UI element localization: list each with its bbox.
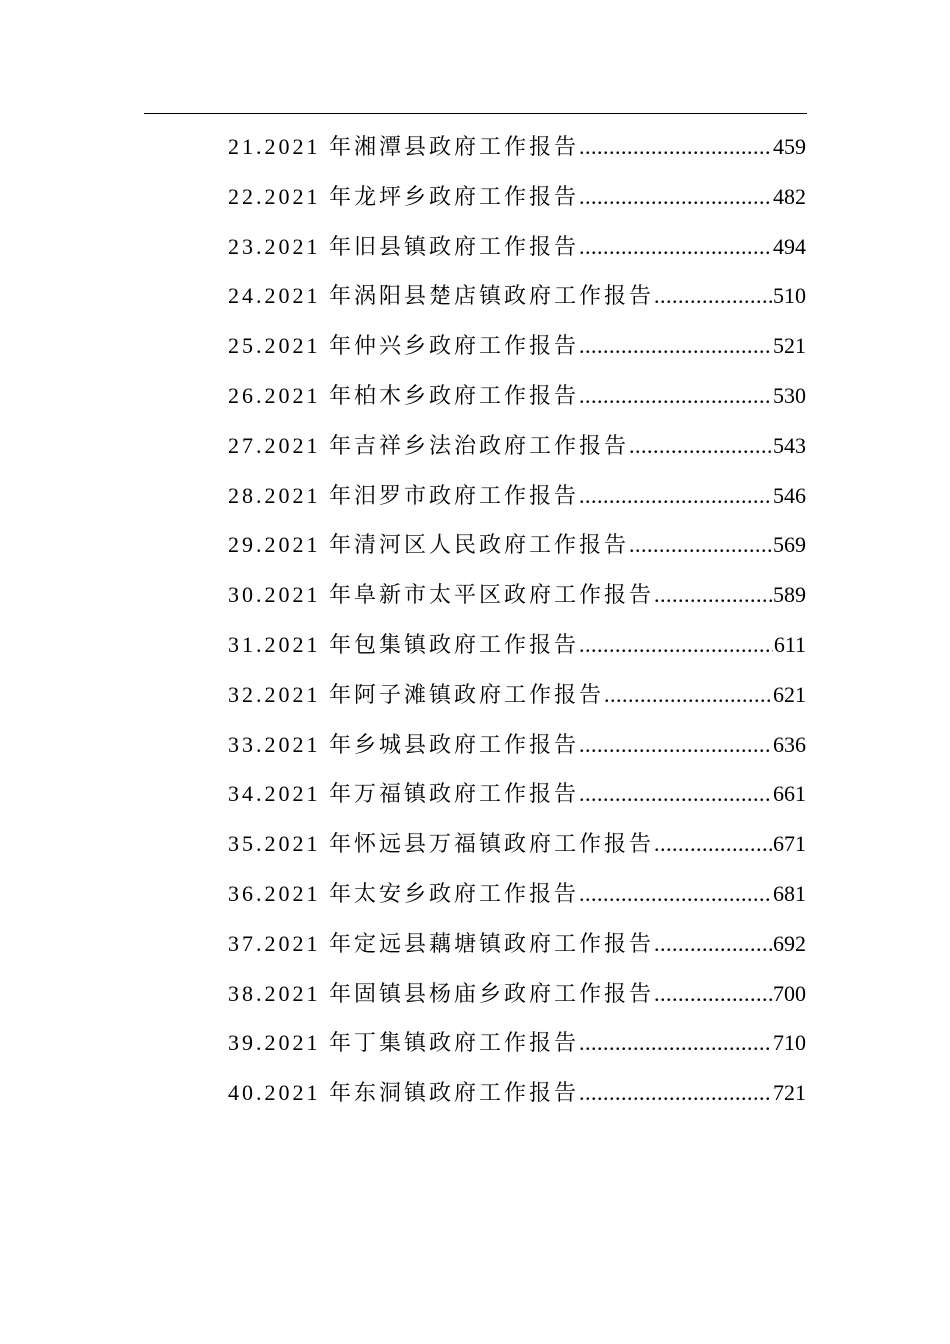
toc-entry[interactable] bbox=[228, 974, 806, 1024]
toc-entry-title: 27.2021 年吉祥乡法治政府工作报告 bbox=[228, 432, 630, 458]
toc-entry-title: 38.2021 年固镇县杨庙乡政府工作报告 bbox=[228, 980, 655, 1006]
toc-entry-title: 36.2021 年太安乡政府工作报告 bbox=[228, 880, 580, 906]
toc-dot-leader bbox=[654, 974, 772, 1014]
toc-entry-title: 34.2021 年万福镇政府工作报告 bbox=[228, 781, 580, 807]
toc-entry[interactable] bbox=[228, 675, 806, 725]
toc-entry[interactable] bbox=[228, 426, 806, 476]
toc-entry[interactable] bbox=[228, 127, 806, 177]
toc-entry-title: 33.2021 年乡城县政府工作报告 bbox=[228, 731, 580, 757]
toc-entry[interactable] bbox=[228, 874, 806, 924]
toc-entry[interactable] bbox=[228, 476, 806, 526]
toc-dot-leader bbox=[579, 177, 772, 217]
toc-dot-leader bbox=[579, 625, 773, 665]
toc-entry[interactable] bbox=[228, 575, 806, 625]
toc-entry-page-number: 721 bbox=[773, 1080, 806, 1106]
toc-entry-page-number: 621 bbox=[773, 681, 806, 707]
toc-entry-title: 23.2021 年旧县镇政府工作报告 bbox=[228, 233, 580, 259]
toc-entry-page-number: 510 bbox=[773, 283, 806, 309]
toc-dot-leader bbox=[579, 127, 772, 167]
toc-entry-page-number: 611 bbox=[773, 631, 806, 657]
toc-entry-page-number: 459 bbox=[773, 134, 806, 159]
toc-dot-leader bbox=[579, 1073, 772, 1113]
toc-entry-title: 21.2021 年湘潭县政府工作报告 bbox=[228, 134, 580, 159]
toc-entry[interactable] bbox=[228, 1073, 806, 1123]
toc-dot-leader bbox=[604, 675, 772, 715]
toc-dot-leader bbox=[579, 725, 772, 765]
toc-entry-title: 31.2021 年包集镇政府工作报告 bbox=[228, 631, 580, 657]
toc-entry-page-number: 569 bbox=[773, 532, 806, 558]
toc-dot-leader bbox=[654, 575, 772, 615]
toc-entry-page-number: 710 bbox=[773, 1030, 806, 1056]
toc-entry[interactable] bbox=[228, 525, 806, 575]
toc-entry-title: 22.2021 年龙坪乡政府工作报告 bbox=[228, 183, 580, 209]
toc-entry-title: 35.2021 年怀远县万福镇政府工作报告 bbox=[228, 831, 655, 857]
toc-entry-page-number: 482 bbox=[773, 183, 806, 209]
toc-entry-title: 26.2021 年柏木乡政府工作报告 bbox=[228, 382, 580, 408]
toc-entry[interactable] bbox=[228, 774, 806, 824]
toc-dot-leader bbox=[579, 476, 772, 516]
toc-entry-page-number: 692 bbox=[773, 930, 806, 956]
toc-dot-leader bbox=[654, 824, 772, 864]
toc-entry[interactable] bbox=[228, 924, 806, 974]
toc-entry-title: 28.2021 年汨罗市政府工作报告 bbox=[228, 482, 580, 508]
toc-entry-page-number: 521 bbox=[773, 333, 806, 359]
toc-entry-page-number: 671 bbox=[773, 831, 806, 857]
toc-dot-leader bbox=[629, 426, 772, 466]
toc-entry-page-number: 543 bbox=[773, 432, 806, 458]
toc-entry[interactable] bbox=[228, 1023, 806, 1073]
header-rule bbox=[144, 113, 807, 114]
toc-entry[interactable] bbox=[228, 824, 806, 874]
toc-dot-leader bbox=[654, 276, 772, 316]
toc-entry-title: 25.2021 年仲兴乡政府工作报告 bbox=[228, 333, 580, 359]
toc-dot-leader bbox=[579, 874, 772, 914]
toc-dot-leader bbox=[654, 924, 772, 964]
toc-entry-page-number: 700 bbox=[773, 980, 806, 1006]
toc-dot-leader bbox=[579, 774, 772, 814]
toc-entry-title: 37.2021 年定远县藕塘镇政府工作报告 bbox=[228, 930, 655, 956]
toc-entry-title: 40.2021 年东洞镇政府工作报告 bbox=[228, 1080, 580, 1106]
table-of-contents bbox=[228, 127, 806, 1123]
toc-entry-page-number: 546 bbox=[773, 482, 806, 508]
toc-entry-title: 29.2021 年清河区人民政府工作报告 bbox=[228, 532, 630, 558]
toc-entry-title: 39.2021 年丁集镇政府工作报告 bbox=[228, 1030, 580, 1056]
toc-entry-page-number: 681 bbox=[773, 880, 806, 906]
toc-dot-leader bbox=[579, 326, 772, 366]
toc-dot-leader bbox=[579, 227, 772, 267]
toc-entry-page-number: 494 bbox=[773, 233, 806, 259]
toc-dot-leader bbox=[579, 1023, 772, 1063]
toc-entry[interactable] bbox=[228, 227, 806, 277]
toc-entry[interactable] bbox=[228, 625, 806, 675]
toc-entry-page-number: 636 bbox=[773, 731, 806, 757]
toc-dot-leader bbox=[579, 376, 772, 416]
toc-entry-title: 30.2021 年阜新市太平区政府工作报告 bbox=[228, 582, 655, 608]
toc-entry-page-number: 589 bbox=[773, 582, 806, 608]
toc-entry-page-number: 530 bbox=[773, 382, 806, 408]
toc-dot-leader bbox=[629, 525, 772, 565]
toc-entry[interactable] bbox=[228, 177, 806, 227]
toc-entry[interactable] bbox=[228, 376, 806, 426]
toc-entry[interactable] bbox=[228, 276, 806, 326]
toc-entry[interactable] bbox=[228, 326, 806, 376]
toc-entry[interactable] bbox=[228, 725, 806, 775]
toc-entry-title: 32.2021 年阿子滩镇政府工作报告 bbox=[228, 681, 605, 707]
toc-entry-page-number: 661 bbox=[773, 781, 806, 807]
toc-entry-title: 24.2021 年涡阳县楚店镇政府工作报告 bbox=[228, 283, 655, 309]
